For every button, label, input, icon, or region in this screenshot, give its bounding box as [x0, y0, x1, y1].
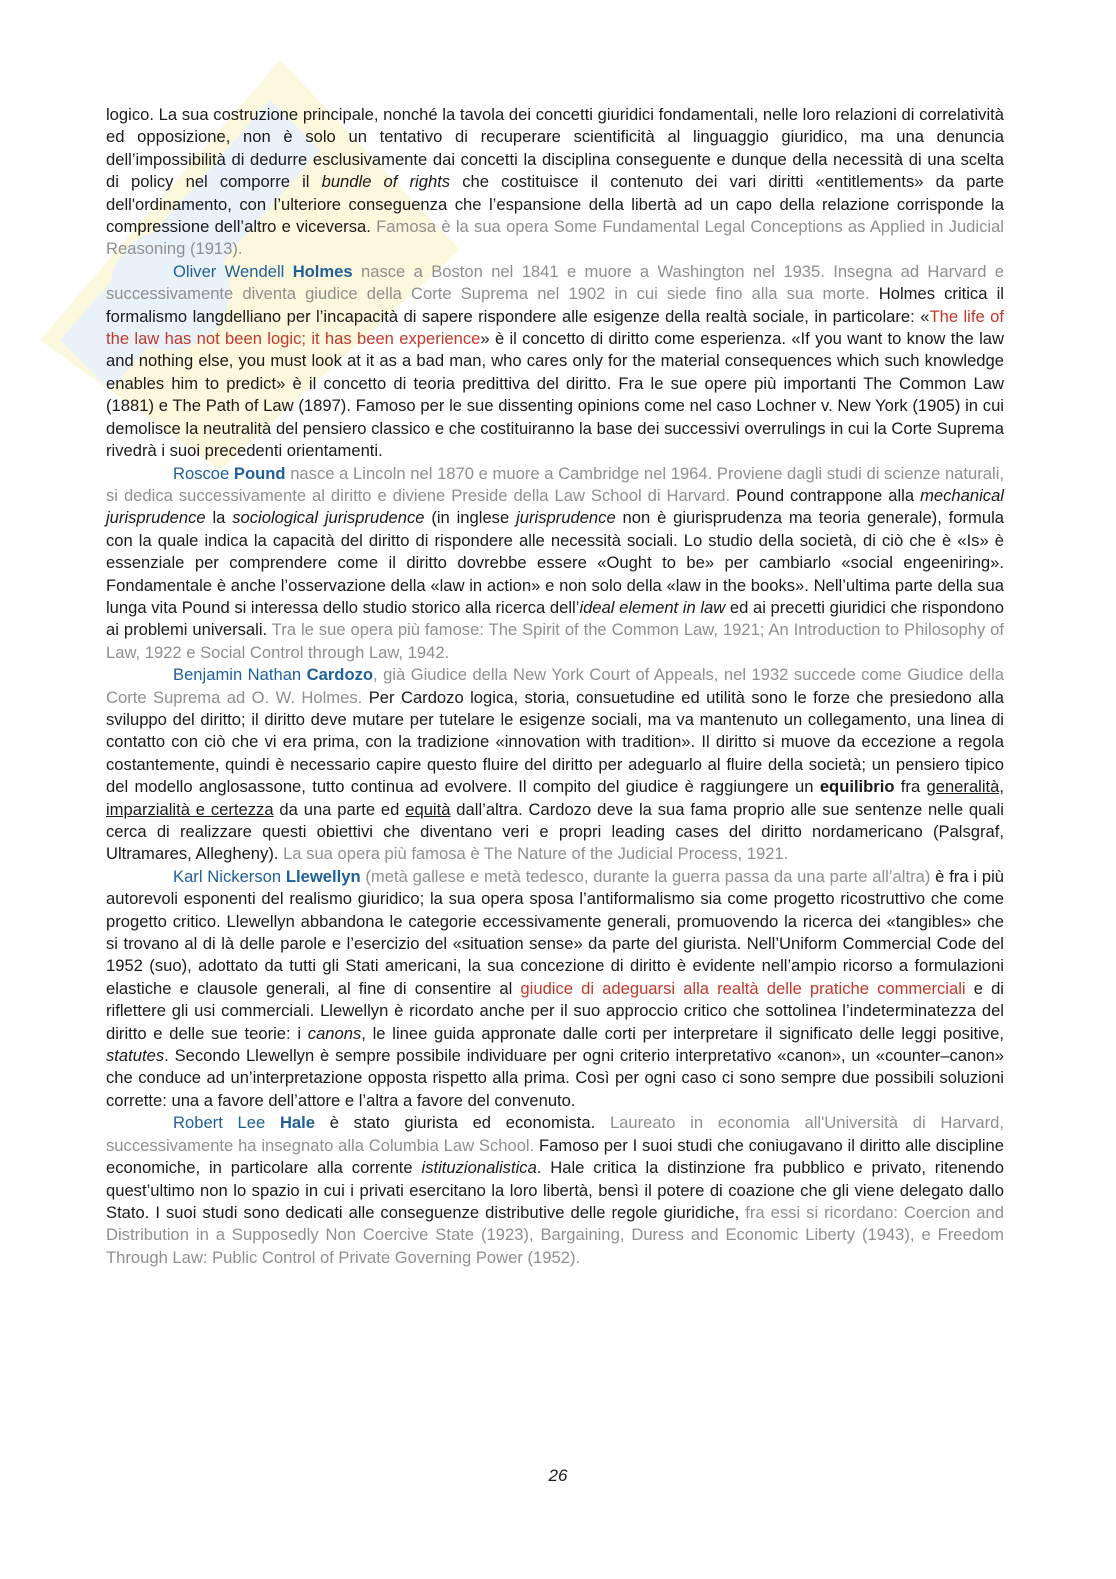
paragraph-hale: Robert Lee Hale è stato giurista ed economista. Laureato in economia all'Università di Harvard, successivamente ha insegnato alla Columbia Law School. Famoso per I suoi studi che coniugavano il diritto alle discipline economiche, in particolare alla corrente istituzionalistica. Hale critica la distinzione fra pubblico e privato, ritenendo quest’ultimo non lo spazio in cui i privati esercitano la loro libertà, bensì il potere di coazione che gli viene delegato dallo Stato. I suoi studi sono dedicati alle conseguenze distributive delle regole giuridiche, fra essi si ricordano: Coercion and Distribution in a Supposedly Non Coercive State (1923), Bargaining, Duress and Economic Liberty (1943), e Freedom Through Law: Public Control of Private Governing Power (1952).: [106, 1113, 1004, 1267]
paragraph-pound: Roscoe Pound nasce a Lincoln nel 1870 e muore a Cambridge nel 1964. Proviene dagli studi di scienze naturali, si dedica successivamente al diritto e diviene Preside della Law School di Harvard. Pound contrappone alla mechanical jurisprudence la sociological jurisprudence (in inglese jurisprudence non è giurisprudenza ma teoria generale), formula con la quale indica la capacità del diritto di rispondere alle necessità sociali. Lo studio della società, di ciò che è «Is» è essenziale per comprendere come il diritto dovrebbe essere «Ought to be» per cambiarlo «social engeeniring». Fondamentale è anche l’osservazione della «law in action» e non solo della «law in the books». Nell’ultima parte della sua lunga vita Pound si interessa dello studio storico alla ricerca dell’ideal element in law ed ai precetti giuridici che rispondono ai problemi universali. Tra le sue opera più famose: The Spirit of the Common Law, 1921; An Introduction to Philosophy of Law, 1922 e Social Control through Law, 1942.: [106, 463, 1005, 662]
page-number: 26: [548, 1466, 568, 1485]
paragraph-hohfeld-end: logico. La sua costruzione principale, nonché la tavola dei concetti giuridici fondamentali, nelle loro relazioni di correlatività ed opposizione, non è solo un tentativo di recuperare scientificità al linguaggio giuridico, ma una denuncia dell’impossibilità di dedurre esclusivamente dai concetti la disciplina conseguente e dunque della necessità di una scelta di policy nel comporre il bundle of rights che costituisce il contenuto dei vari diritti «entitlements» da parte dell'ordinamento, con l’ulteriore conseguenza che l’espansione della libertà ad un capo della relazione corrisponde la compressione dell’altro e viceversa. Famosa è la sua opera Some Fundamental Legal Conceptions as Applied in Judicial Reasoning (1913).: [106, 105, 1005, 259]
paragraph-cardozo: Benjamin Nathan Cardozo, già Giudice della New York Court of Appeals, nel 1932 succede come Giudice della Corte Suprema ad O. W. Holmes. Per Cardozo logica, storia, consuetudine ed utilità sono le forze che presiedono alla sviluppo del diritto; il diritto deve mutare per tutelare le esigenze sociali, ma va mantenuto un collegamento, una linea di contatto con ciò che vi era prima, con la tradizione «innovation with tradition». Il diritto si muove da eccezione a regola costantemente, quindi è necessario capire questo fluire del diritto per adeguarlo al fluire della società; un pensiero tipico del modello anglosassone, tutto continua ad evolvere. Il compito del giudice è raggiungere un equilibrio fra generalità, imparzialità e certezza da una parte ed equità dall’altra. Cardozo deve la sua fama proprio alle sue sentenze nelle quali cerca di realizzare questi obiettivi che diventano veri e propri leading cases del diritto nordamericano (Palsgraf, Ultramares, Allegheny). La sua opera più famosa è The Nature of the Judicial Process, 1921.: [106, 665, 1004, 864]
document-body: [106, 104, 1004, 1269]
paragraph-holmes: Oliver Wendell Holmes nasce a Boston nel 1841 e muore a Washington nel 1935. Insegna ad Harvard e successivamente diventa giudice della Corte Suprema nel 1902 in cui siede fino alla sua morte. Holmes critica il formalismo langdelliano per l’incapacità di sapere rispondere alle esigenze della realtà sociale, in particolare: «The life of the law has not been logic; it has been experience» è il concetto di diritto come esperienza. «If you want to know the law and nothing else, you must look at it as a bad man, who cares only for the material consequences which such knowledge enables him to predict» è il concetto di teoria predittiva del diritto. Fra le sue opere più importanti The Common Law (1881) e The Path of Law (1897). Famoso per le sue dissenting opinions come nel caso Lochner v. New York (1905) in cui demolisce la neutralità del pensiero classico e che costituiranno la base dei successivi overrulings in cui la Corte Suprema rivedrà i suoi precedenti orientamenti.: [106, 261, 1005, 461]
paragraph-llewellyn: Karl Nickerson Llewellyn (metà gallese e metà tedesco, durante la guerra passa da una parte all’altra) è fra i più autorevoli esponenti del realismo giuridico; la sua opera sposa l’antiformalismo sia come progetto ricostruttivo che come progetto critico. Llewellyn abbandona le categorie eccessivamente generali, promuovendo la ricerca dei «tangibles» che si trovano al di là delle parole e l’esercizio del «situation sense» da parte del giurista. Nell’Uniform Commercial Code del 1952 (suo), adottato da tutti gli Stati americani, la sua concezione di diritto è evidente nell’ampio ricorso a formulazioni elastiche e clausole generali, al fine di consentire al giudice di adeguarsi alla realtà delle pratiche commerciali e di riflettere gli usi commerciali. Llewellyn è ricordato anche per il suo approccio critico che sottolinea l’indeterminatezza del diritto e delle sue teorie: i canons, le linee guida appronate dalle corti per interpretare il significato delle leggi positive, statutes. Secondo Llewellyn è sempre possibile individuare per ogni criterio interpretativo «canon», un «counter–canon» che conduce ad un’interpretazione opposta rispetto alla prima. Così per ogni caso ci sono sempre due possibili soluzioni corrette: una a favore dell’attore e l’altra a favore del convenuto.: [106, 866, 1004, 1110]
